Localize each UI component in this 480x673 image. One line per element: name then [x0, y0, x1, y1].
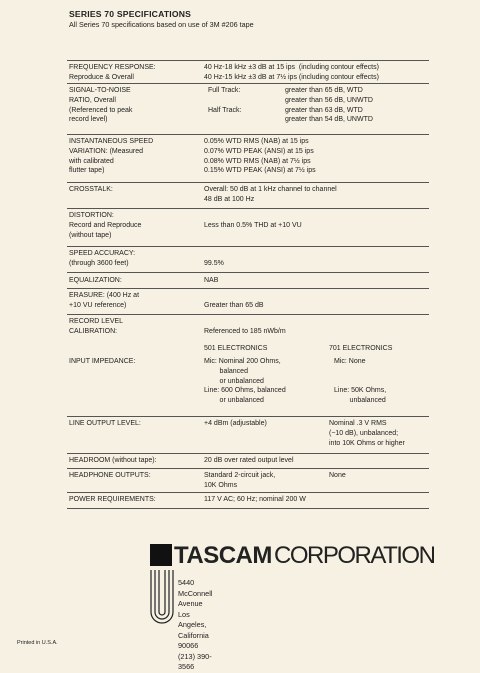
spec-label-crosstalk: CROSSTALK: [69, 186, 113, 193]
spec-label-headroom: HEADROOM (without tape): [69, 457, 157, 464]
logo-tascam-text: TASCAM [174, 542, 272, 569]
spec-label-record-level: RECORD LEVEL CALIBRATION: [69, 318, 124, 335]
spec-value-equalization: NAB [204, 277, 219, 284]
row-divider [67, 60, 429, 61]
company-address [178, 578, 212, 673]
spec-value-headphone-501: Standard 2-circuit jack, 10K Ohms [204, 472, 276, 489]
spec-value-erasure: Greater than 65 dB [204, 302, 264, 309]
row-divider [67, 83, 429, 84]
spec-value-signal-to-noise: greater than 65 dB, WTD greater than 56 dB, UNWTD greater than 63 dB, WTD greater than 54 dB, UNWTD [285, 87, 373, 124]
column-header-701: 701 ELECTRONICS [329, 345, 393, 352]
spec-label-power: POWER REQUIREMENTS: [69, 496, 156, 503]
tascam-emblem-icon [150, 570, 174, 626]
address-phone: (213) 390-3566 [178, 651, 212, 671]
logo-square-icon [150, 544, 172, 566]
spec-value-crosstalk: Overall: 50 dB at 1 kHz channel to channel 48 dB at 100 Hz [204, 186, 337, 203]
row-divider [67, 182, 429, 183]
spec-value-power: 117 V AC; 60 Hz; nominal 200 W [204, 496, 306, 503]
spec-value-input-impedance-701: Mic: None Line: 50K Ohms, unbalanced [334, 358, 387, 405]
spec-value-line-output-701: Nominal .3 V RMS (−10 dB), unbalanced; into 10K Ohms or higher [329, 420, 405, 447]
page-title: SERIES 70 SPECIFICATIONS [69, 9, 192, 19]
row-divider [67, 246, 429, 247]
spec-snr-track-type: Full Track: Half Track: [208, 87, 242, 114]
spec-value-headroom: 20 dB over rated output level [204, 457, 294, 464]
spec-label-speed-accuracy: SPEED ACCURACY: (through 3600 feet) [69, 250, 136, 267]
logo-corporation-text: CORPORATION [274, 542, 435, 569]
spec-value-line-output-501: +4 dBm (adjustable) [204, 420, 267, 427]
address-city: Los Angeles, California 90066 [178, 609, 209, 650]
spec-value-distortion: Less than 0.5% THD at +10 VU [204, 222, 302, 229]
spec-value-frequency-response: 40 Hz-18 kHz ±3 dB at 15 ips (including contour effects) 40 Hz-15 kHz ±3 dB at 7½ ips (including contour effects) [204, 64, 379, 81]
spec-value-speed-variation: 0.05% WTD RMS (NAB) at 15 ips 0.07% WTD PEAK (ANSI) at 15 ips 0.08% WTD RMS (NAB) at 7½ ips 0.15% WTD PEAK (ANSI) at 7½ ips [204, 138, 316, 175]
spec-label-signal-to-noise: SIGNAL-TO-NOISE RATIO, Overall (Referenced to peak record level) [69, 87, 133, 124]
row-divider [67, 416, 429, 417]
address-street: 5440 McConnell Avenue [178, 578, 213, 608]
page-subtitle: All Series 70 specifications based on use of 3M #206 tape [69, 20, 254, 29]
spec-label-input-impedance: INPUT IMPEDANCE: [69, 358, 136, 365]
row-divider [67, 134, 429, 135]
column-header-501: 501 ELECTRONICS [204, 345, 268, 352]
row-divider [67, 272, 429, 273]
row-divider [67, 468, 429, 469]
row-divider [67, 508, 429, 509]
spec-label-distortion: DISTORTION: Record and Reproduce (without tape) [69, 212, 142, 239]
spec-value-speed-accuracy: 99.5% [204, 260, 224, 267]
row-divider [67, 314, 429, 315]
row-divider [67, 492, 429, 493]
spec-value-headphone-701: None [329, 472, 346, 479]
row-divider [67, 288, 429, 289]
spec-label-headphone: HEADPHONE OUTPUTS: [69, 472, 151, 479]
row-divider [67, 208, 429, 209]
spec-value-record-level: Referenced to 185 nWb/m [204, 328, 286, 335]
spec-value-input-impedance-501: Mic: Nominal 200 Ohms, balanced or unbalanced Line: 600 Ohms, balanced or unbalanced [204, 358, 286, 405]
spec-label-erasure: ERASURE: (400 Hz at +10 VU reference) [69, 292, 140, 309]
printed-in-usa: Printed in U.S.A. [17, 640, 58, 646]
spec-label-frequency-response: FREQUENCY RESPONSE: Reproduce & Overall [69, 64, 156, 81]
row-divider [67, 453, 429, 454]
spec-label-line-output: LINE OUTPUT LEVEL: [69, 420, 141, 427]
spec-label-equalization: EQUALIZATION: [69, 277, 122, 284]
spec-label-speed-variation: INSTANTANEOUS SPEED VARIATION: (Measured with calibrated flutter tape) [69, 138, 154, 175]
